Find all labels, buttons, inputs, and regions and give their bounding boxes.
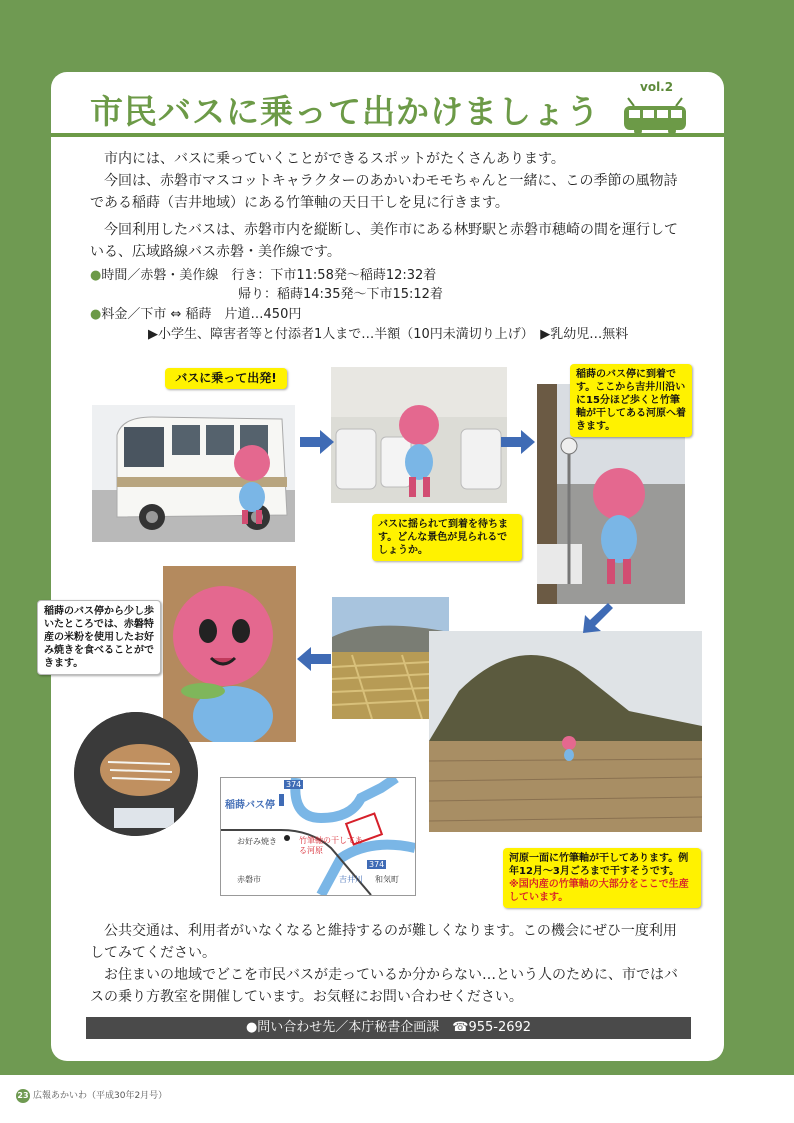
time-label: 時間／赤磐・美作線	[101, 268, 219, 283]
closing-paragraph-2: お住まいの地域でどこを市民バスが走っているか分からない…という人のために、市ではバスの乗り方教室を開催しています。お気軽にお問い合わせください。	[90, 967, 678, 1005]
okonomiyaki-illustration	[74, 712, 198, 836]
bus-illustration	[92, 405, 295, 542]
arrow-left-icon	[297, 647, 331, 671]
vol-label: vol.2	[640, 80, 674, 94]
bubble-okonomiyaki: 稲蒔のバス停から少し歩いたところでは、赤磐特産の米粉を使用したお好み焼きを食べることができます。	[37, 600, 161, 675]
intro-paragraph-3: 今回利用したバスは、赤磐市内を縦断し、美作市にある林野駅と赤磐市穂崎の間を運行している、広域路線バス赤磐・美作線です。	[90, 222, 678, 260]
photo-momo-restaurant	[163, 566, 296, 742]
publication-name: 広報あかいわ（平成30年2月号）	[33, 1091, 168, 1101]
bubble-waiting: バスに揺られて到着を待ちます。どんな景色が見られるでしょうか。	[372, 514, 522, 561]
access-map	[220, 777, 416, 896]
map-route-374-south: 374	[369, 860, 385, 869]
fare-label: 料金／下市 ⇔ 稲蒔	[101, 307, 212, 322]
map-okonomiyaki: お好み焼き	[237, 837, 277, 846]
riverbank-note: ※国内産の竹筆軸の大部分をここで生産しています。	[509, 879, 689, 903]
title-rule	[51, 133, 724, 137]
page-footer	[16, 1088, 167, 1103]
bus-icon	[620, 96, 690, 136]
arrow-right-icon	[300, 430, 334, 454]
arrow-down-left-icon	[583, 603, 613, 633]
riverbank-text: 河原一面に竹筆軸が干してあります。例年12月～3月ごろまで干すそうです。	[509, 853, 689, 877]
photo-bus-interior	[331, 367, 507, 503]
time-go: 行き：下市11:58発～稲蒔12:32着	[231, 268, 437, 283]
bubble-departure: バスに乗って出発!	[165, 368, 287, 389]
map-bus-stop: 稲蒔バス停	[225, 800, 275, 811]
contact-bar: ●問い合わせ先／本庁秘書企画課 ☎955-2692	[86, 1017, 691, 1039]
photo-riverbank	[429, 631, 702, 832]
arrow-right-icon	[501, 430, 535, 454]
discount-note: ▶小学生、障害者等と付添者1人まで…半額（10円未満切り上げ） ▶乳幼児…無料	[148, 327, 629, 342]
photo-bus	[92, 405, 295, 542]
intro-paragraph-1: 市内には、バスに乗っていくことができるスポットがたくさんあります。	[104, 151, 565, 167]
momo-illustration	[163, 566, 296, 742]
map-river-name: 吉井川	[339, 875, 363, 884]
intro-paragraph-2: 今回は、赤磐市マスコットキャラクターのあかいわモモちゃんと一緒に、この季節の風物詩である稲蒔（吉井地域）にある竹筆軸の天日干しを見に行きます。	[90, 173, 678, 211]
map-riverbank-label: 竹筆軸の干してある河原	[299, 836, 363, 855]
bubble-arrival: 稲蒔のバス停に到着です。ここから吉井川沿いに15分ほど歩くと竹筆軸が干してある河原へ着きます。	[570, 364, 692, 437]
closing-paragraph-1: 公共交通は、利用者がいなくなると維持するのが難しくなります。この機会にぜひ一度利用してみてください。	[90, 923, 677, 961]
riverbank-illustration	[429, 631, 702, 832]
fare-row: ●料金／下市 ⇔ 稲蒔 片道…450円	[90, 307, 302, 322]
bubble-riverbank	[503, 848, 701, 908]
map-route-374-north: 374	[286, 780, 302, 789]
photo-okonomiyaki	[74, 712, 198, 836]
page-number: 23	[16, 1089, 30, 1103]
page-title: 市民バスに乗って出かけましょう	[90, 92, 600, 131]
map-wake: 和気町	[375, 875, 399, 884]
time-back: 帰り：稲蒔14:35発～下市15:12着	[238, 287, 443, 302]
map-akaiwa: 赤磐市	[237, 875, 261, 884]
fare-value: 片道…450円	[224, 307, 302, 322]
time-row: ●時間／赤磐・美作線 行き：下市11:58発～稲蒔12:32着	[90, 268, 437, 283]
interior-illustration	[331, 367, 507, 503]
